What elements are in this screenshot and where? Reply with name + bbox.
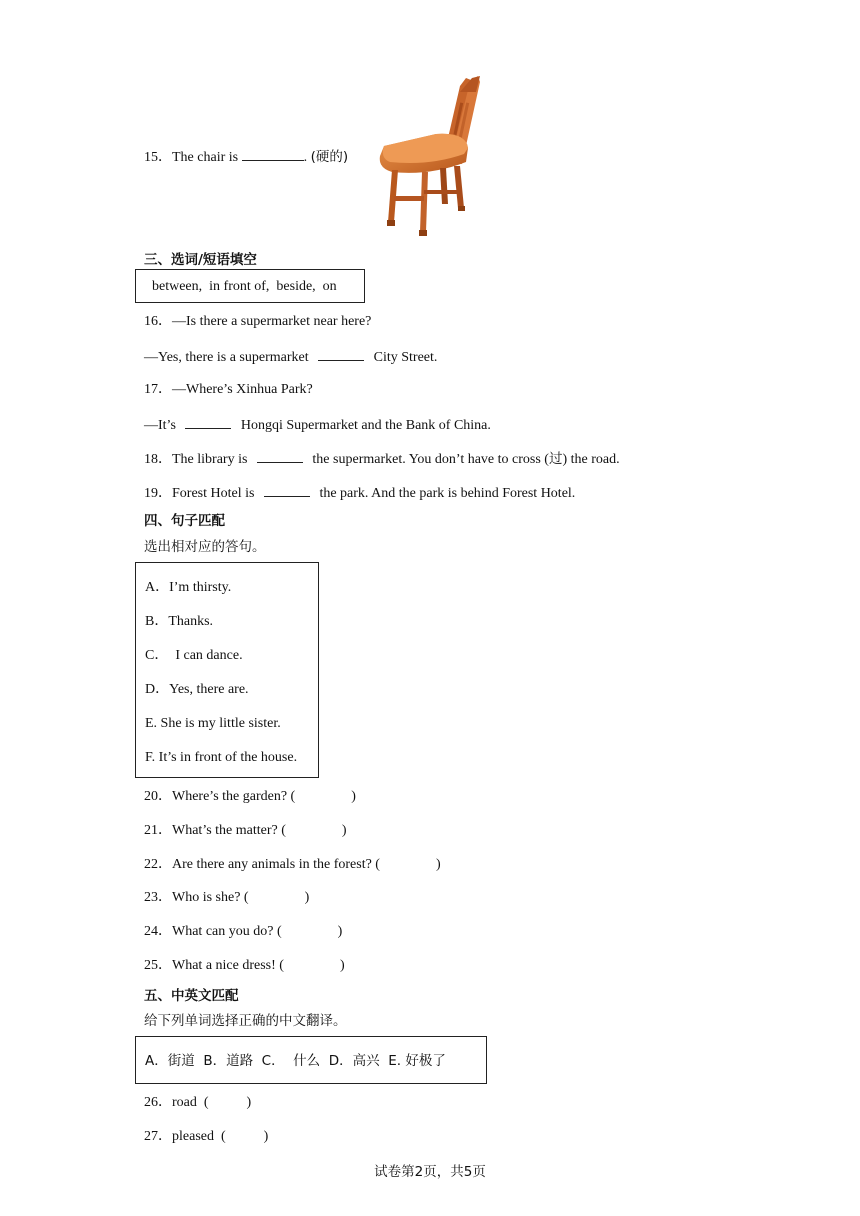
question-16-prompt: 16．—Is there a supermarket near here? [144, 314, 372, 329]
question-18 [144, 449, 620, 469]
word-bank [135, 269, 365, 303]
paren-close: ) [304, 890, 310, 905]
question-text: 26．road ( [144, 1095, 209, 1110]
question-text: —Yes, there is a supermarket [144, 350, 313, 365]
question-21 [144, 822, 347, 840]
paren-close: ) [351, 789, 356, 804]
question-text: 18．The library is [144, 452, 251, 467]
paren-close: ) [263, 1129, 269, 1144]
question-25 [144, 957, 345, 975]
option-e: E. She is my little sister. [145, 716, 281, 731]
question-text: 27．pleased ( [144, 1129, 226, 1144]
answer-blank[interactable] [242, 147, 304, 161]
question-text: 24．What can you do? ( [144, 924, 282, 939]
question-20 [144, 788, 356, 806]
section-title-3: 三、选词/短语填空 [144, 252, 257, 268]
word-bank-text: between, in front of, beside, on [152, 279, 337, 294]
question-27 [144, 1128, 268, 1146]
question-text: 20．Where’s the garden? ( [144, 789, 296, 804]
option-a: A．I’m thirsty. [145, 580, 232, 595]
question-22 [144, 856, 441, 874]
translation-options: A．街道 B．道路 C． 什么 D．高兴 E. 好极了 [145, 1053, 446, 1069]
question-text: 21．What’s the matter? ( [144, 823, 286, 838]
section-4-instruction: 选出相对应的答句。 [144, 539, 266, 555]
answer-options-box [135, 562, 319, 778]
question-26 [144, 1094, 251, 1112]
chinese-hint: 过 [548, 451, 563, 467]
question-text: 19．Forest Hotel is [144, 486, 258, 501]
option-b: B．Thanks. [145, 614, 214, 629]
question-17-answer [144, 415, 491, 435]
paren-close: ) [435, 857, 441, 872]
page-footer: 试卷第2页，共5页 [374, 1164, 486, 1180]
answer-blank[interactable] [264, 483, 310, 497]
option-f: F. It’s in front of the house. [145, 750, 298, 765]
question-23 [144, 889, 309, 907]
answer-blank[interactable] [257, 449, 303, 463]
question-17-prompt: 17．—Where’s Xinhua Park? [144, 382, 313, 397]
answer-blank[interactable] [318, 347, 364, 361]
question-15 [144, 147, 348, 167]
question-text: The chair is [172, 150, 242, 165]
question-text: the supermarket. You don’t have to cross ( [308, 452, 549, 467]
option-d: D．Yes, there are. [145, 682, 249, 697]
question-text: —It’s [144, 418, 180, 433]
paren-close: ) [339, 958, 345, 973]
option-c: C． I can dance. [145, 648, 243, 663]
answer-blank[interactable] [185, 415, 231, 429]
question-text: 22．Are there any animals in the forest? ( [144, 857, 380, 872]
question-text: the park. And the park is behind Forest Hotel. [315, 486, 576, 501]
question-text: 25．What a nice dress! ( [144, 958, 284, 973]
paren-close: ) [341, 823, 347, 838]
section-title-4: 四、句子匹配 [144, 513, 225, 529]
section-title-5: 五、中英文匹配 [144, 988, 239, 1004]
question-19 [144, 483, 575, 503]
chair-illustration [370, 72, 482, 238]
question-number: 15． [144, 150, 172, 165]
paren-close: ) [246, 1095, 252, 1110]
question-text: ) the road. [562, 452, 620, 467]
question-text: . [303, 150, 311, 165]
question-text: City Street. [370, 350, 438, 365]
paren-close: ) [337, 924, 343, 939]
question-24 [144, 923, 342, 941]
section-5-instruction: 给下列单词选择正确的中文翻译。 [144, 1013, 347, 1029]
translation-options-box [135, 1036, 487, 1084]
question-text: Hongqi Supermarket and the Bank of China. [237, 418, 491, 433]
question-16-answer [144, 347, 437, 367]
chinese-hint: (硬的) [310, 149, 349, 165]
question-text: 23．Who is she? ( [144, 890, 249, 905]
